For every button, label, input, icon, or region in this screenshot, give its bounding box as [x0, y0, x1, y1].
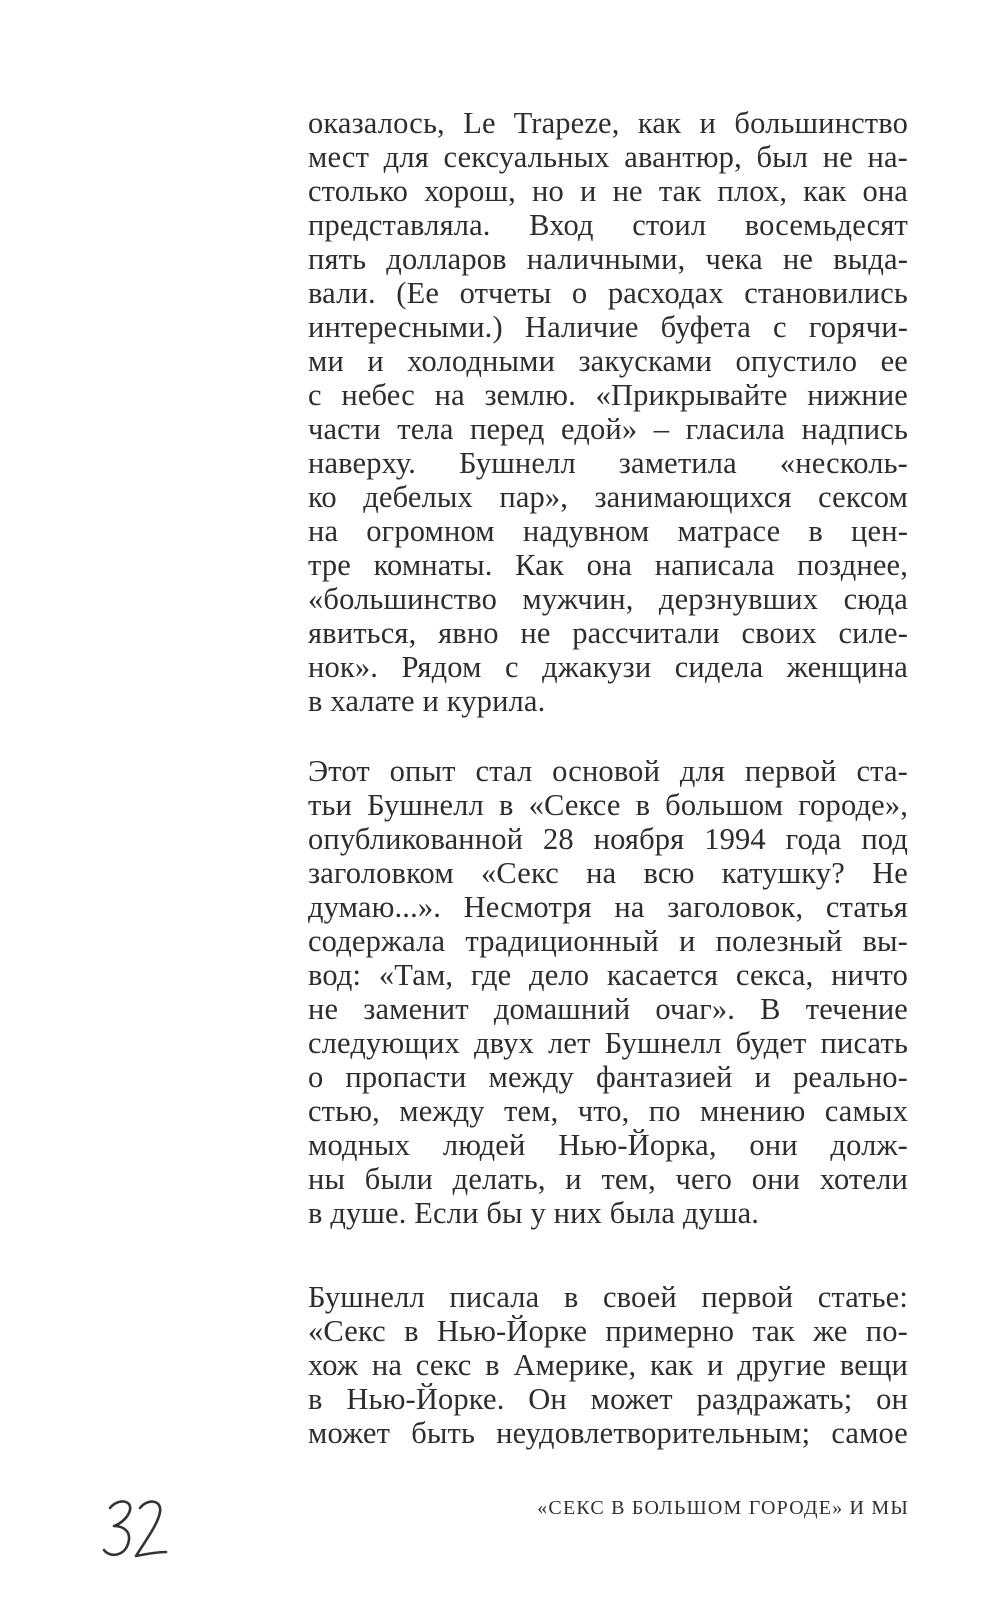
text-line: «большинство мужчин, дерзнувших сюда: [308, 582, 908, 616]
text-line: ны были делать, и тем, чего они хотели: [308, 1162, 908, 1196]
text-line: столько хорош, но и не так плох, как она: [308, 174, 908, 208]
text-line: не заменит домашний очаг». В течение: [308, 992, 908, 1026]
text-line: модных людей Нью-Йорка, они долж-: [308, 1128, 908, 1162]
text-line: хож на секс в Америке, как и другие вещи: [308, 1348, 908, 1382]
paragraph-1: [308, 106, 908, 718]
text-line: пять долларов наличными, чека не выда-: [308, 242, 908, 276]
text-line: в халате и курила.: [308, 684, 546, 718]
paragraph-2: [308, 754, 908, 1230]
text-line: вали. (Ее отчеты о расходах становились: [308, 276, 908, 310]
text-line: тьи Бушнелл в «Сексе в большом городе»,: [308, 788, 908, 822]
page-number-drawing: [100, 1496, 170, 1562]
text-line: нок». Рядом с джакузи сидела женщина: [308, 650, 908, 684]
text-line: о пропасти между фантазией и реально-: [308, 1060, 908, 1094]
text-line: «Секс в Нью-Йорке примерно так же по-: [308, 1314, 908, 1348]
text-line: Бушнелл писала в своей первой статье:: [308, 1280, 908, 1314]
text-line: следующих двух лет Бушнелл будет писать: [308, 1026, 908, 1060]
running-head: «СЕКС В БОЛЬШОМ ГОРОДЕ» И МЫ: [537, 1497, 909, 1519]
text-line: заголовком «Секс на всю катушку? Не: [308, 856, 908, 890]
text-line: содержала традиционный и полезный вы-: [308, 924, 908, 958]
text-line: в Нью-Йорке. Он может раздражать; он: [308, 1382, 908, 1416]
text-line: думаю...». Несмотря на заголовок, статья: [308, 890, 908, 924]
text-line: на огромном надувном матрасе в цен-: [308, 514, 908, 548]
text-line: явиться, явно не рассчитали своих силе-: [308, 616, 908, 650]
text-line: мест для сексуальных авантюр, был не на-: [308, 140, 908, 174]
page-number: [100, 1496, 170, 1562]
text-line: вод: «Там, где дело касается секса, ничто: [308, 958, 908, 992]
text-line: может быть неудовлетворительным; самое: [308, 1416, 908, 1450]
text-line: ко дебелых пар», занимающихся сексом: [308, 480, 908, 514]
text-line: стью, между тем, что, по мнению самых: [308, 1094, 908, 1128]
text-line: представляла. Вход стоил восемьдесят: [308, 208, 908, 242]
text-line: оказалось, Le Trapeze, как и большинство: [308, 106, 908, 140]
text-line: Этот опыт стал основой для первой ста-: [308, 754, 908, 788]
text-line: интересными.) Наличие буфета с горячи-: [308, 310, 908, 344]
text-line: с небес на землю. «Прикрывайте нижние: [308, 378, 908, 412]
text-line: в душе. Если бы у них была душа.: [308, 1196, 760, 1230]
text-line: опубликованной 28 ноября 1994 года под: [308, 822, 908, 856]
text-line: тре комнаты. Как она написала позднее,: [308, 548, 908, 582]
text-line: ми и холодными закусками опустило ее: [308, 344, 908, 378]
text-line: наверху. Бушнелл заметила «несколь-: [308, 446, 908, 480]
paragraph-3: [308, 1280, 908, 1450]
text-line: части тела перед едой» – гласила надпись: [308, 412, 908, 446]
